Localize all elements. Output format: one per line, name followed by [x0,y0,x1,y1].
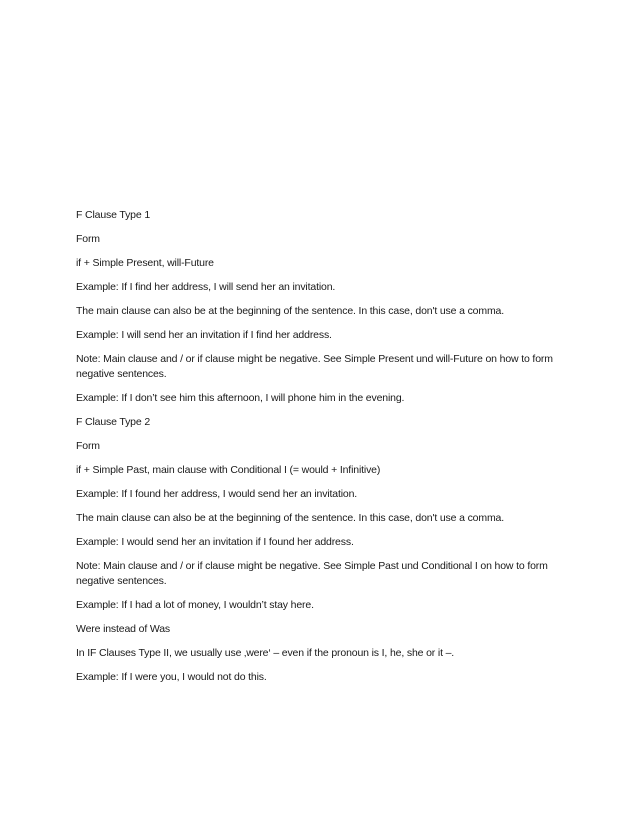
heading-clause-type-1: F Clause Type 1 [76,209,151,221]
explanation-text: In IF Clauses Type II, we usually use ‚were‘ – even if the pronoun is I, he, she or it –. [76,647,455,659]
document-body [76,208,566,694]
example-text: Example: I would send her an invitation if I found her address. [76,536,354,548]
note-text: Note: Main clause and / or if clause might be negative. See Simple Past und Conditional I on how to form negative sentences. [76,560,548,587]
form-rule: if + Simple Past, main clause with Conditional I (= would + Infinitive) [76,464,381,476]
form-rule: if + Simple Present, will-Future [76,257,214,269]
example-text: Example: I will send her an invitation if I find her address. [76,329,332,341]
example-text: Example: If I find her address, I will send her an invitation. [76,281,336,293]
explanation-text: The main clause can also be at the beginning of the sentence. In this case, don't use a comma. [76,512,505,524]
example-text: Example: If I were you, I would not do this. [76,671,267,683]
subheading-were-instead-of-was: Were instead of Was [76,623,171,635]
example-text: Example: If I don’t see him this afternoon, I will phone him in the evening. [76,392,405,404]
note-text: Note: Main clause and / or if clause might be negative. See Simple Present und will-Future on how to form negative sentences. [76,353,553,380]
form-label: Form [76,233,100,245]
form-label: Form [76,440,100,452]
heading-clause-type-2: F Clause Type 2 [76,416,151,428]
example-text: Example: If I found her address, I would send her an invitation. [76,488,358,500]
explanation-text: The main clause can also be at the beginning of the sentence. In this case, don't use a comma. [76,305,505,317]
example-text: Example: If I had a lot of money, I wouldn’t stay here. [76,599,314,611]
